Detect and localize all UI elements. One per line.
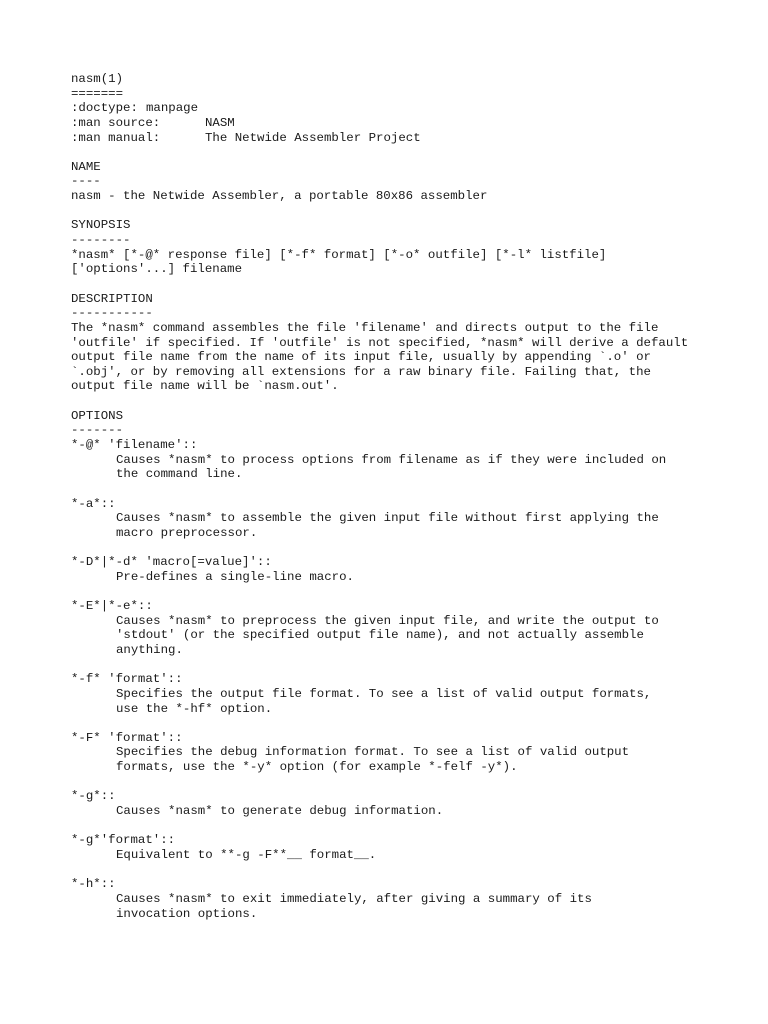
option-item bbox=[71, 877, 751, 921]
option-desc: Causes *nasm* to process options from filename as if they were included on bbox=[116, 452, 667, 467]
name-text: nasm - the Netwide Assembler, a portable 80x86 assembler bbox=[71, 189, 488, 204]
option-term: *-D*|*-d* 'macro[=value]':: bbox=[71, 555, 272, 570]
option-item bbox=[71, 833, 751, 862]
section-heading-synopsis: SYNOPSIS bbox=[71, 218, 131, 233]
description-line: output file name will be `nasm.out'. bbox=[71, 379, 339, 394]
section-underline: ---- bbox=[71, 174, 101, 189]
doctype-key: :doctype: bbox=[71, 101, 138, 116]
man-manual-line bbox=[71, 131, 751, 146]
option-term: *-a*:: bbox=[71, 496, 116, 511]
section-underline: ------- bbox=[71, 423, 124, 438]
option-desc: anything. bbox=[116, 642, 183, 657]
option-desc: macro preprocessor. bbox=[116, 525, 258, 540]
option-desc: Specifies the debug information format. To see a list of valid output bbox=[116, 745, 630, 760]
man-manual-key: :man manual: bbox=[71, 130, 161, 145]
option-item bbox=[71, 555, 751, 584]
option-desc: Specifies the output file format. To see a list of valid output formats, bbox=[116, 686, 652, 701]
section-heading-description: DESCRIPTION bbox=[71, 291, 153, 306]
option-term: *-h*:: bbox=[71, 877, 116, 892]
section-underline: ----------- bbox=[71, 306, 153, 321]
option-desc: use the *-hf* option. bbox=[116, 701, 273, 716]
option-term: *-f* 'format':: bbox=[71, 672, 183, 687]
man-source-value: NASM bbox=[205, 115, 235, 130]
man-source-key: :man source: bbox=[71, 115, 161, 130]
option-term: *-@* 'filename':: bbox=[71, 438, 198, 453]
description-line: `.obj', or by removing all extensions for a raw binary file. Failing that, the bbox=[71, 364, 651, 379]
option-desc: 'stdout' (or the specified output file name), and not actually assemble bbox=[116, 628, 644, 643]
option-item bbox=[71, 438, 751, 482]
option-desc: formats, use the *-y* option (for example *-felf -y*). bbox=[116, 760, 518, 775]
section-underline: -------- bbox=[71, 233, 131, 248]
option-desc: Pre-defines a single-line macro. bbox=[116, 569, 354, 584]
option-desc: the command line. bbox=[116, 467, 243, 482]
option-item bbox=[71, 731, 751, 775]
doc-title: nasm(1) bbox=[71, 72, 124, 86]
description-line: output file name from the name of its input file, usually by appending `.o' or bbox=[71, 350, 651, 365]
title-underline: ======= bbox=[71, 86, 124, 101]
option-item bbox=[71, 672, 751, 716]
manpage-document bbox=[71, 72, 751, 921]
man-source-line bbox=[71, 116, 751, 131]
doctype-value: manpage bbox=[146, 101, 199, 116]
section-heading-options: OPTIONS bbox=[71, 408, 124, 423]
section-heading-name: NAME bbox=[71, 159, 101, 174]
man-manual-value: The Netwide Assembler Project bbox=[205, 130, 421, 145]
option-desc: Equivalent to **-g -F**__ format__. bbox=[116, 847, 377, 862]
option-term: *-g*:: bbox=[71, 789, 116, 804]
option-item bbox=[71, 599, 751, 658]
option-desc: Causes *nasm* to exit immediately, after giving a summary of its bbox=[116, 891, 592, 906]
option-term: *-g*'format':: bbox=[71, 833, 176, 848]
synopsis-line: *nasm* [*-@* response file] [*-f* format] [*-o* outfile] [*-l* listfile] bbox=[71, 247, 607, 262]
option-item bbox=[71, 497, 751, 541]
description-line: The *nasm* command assembles the file 'filename' and directs output to the file bbox=[71, 320, 659, 335]
option-term: *-E*|*-e*:: bbox=[71, 599, 153, 614]
doctype-line bbox=[71, 101, 751, 116]
option-desc: Causes *nasm* to preprocess the given input file, and write the output to bbox=[116, 613, 659, 628]
option-desc: Causes *nasm* to generate debug information. bbox=[116, 804, 444, 819]
description-line: 'outfile' if specified. If 'outfile' is not specified, *nasm* will derive a default bbox=[71, 335, 689, 350]
option-term: *-F* 'format':: bbox=[71, 730, 183, 745]
option-desc: Causes *nasm* to assemble the given input file without first applying the bbox=[116, 511, 659, 526]
option-item bbox=[71, 789, 751, 818]
option-desc: invocation options. bbox=[116, 906, 258, 921]
synopsis-line: ['options'...] filename bbox=[71, 262, 243, 277]
